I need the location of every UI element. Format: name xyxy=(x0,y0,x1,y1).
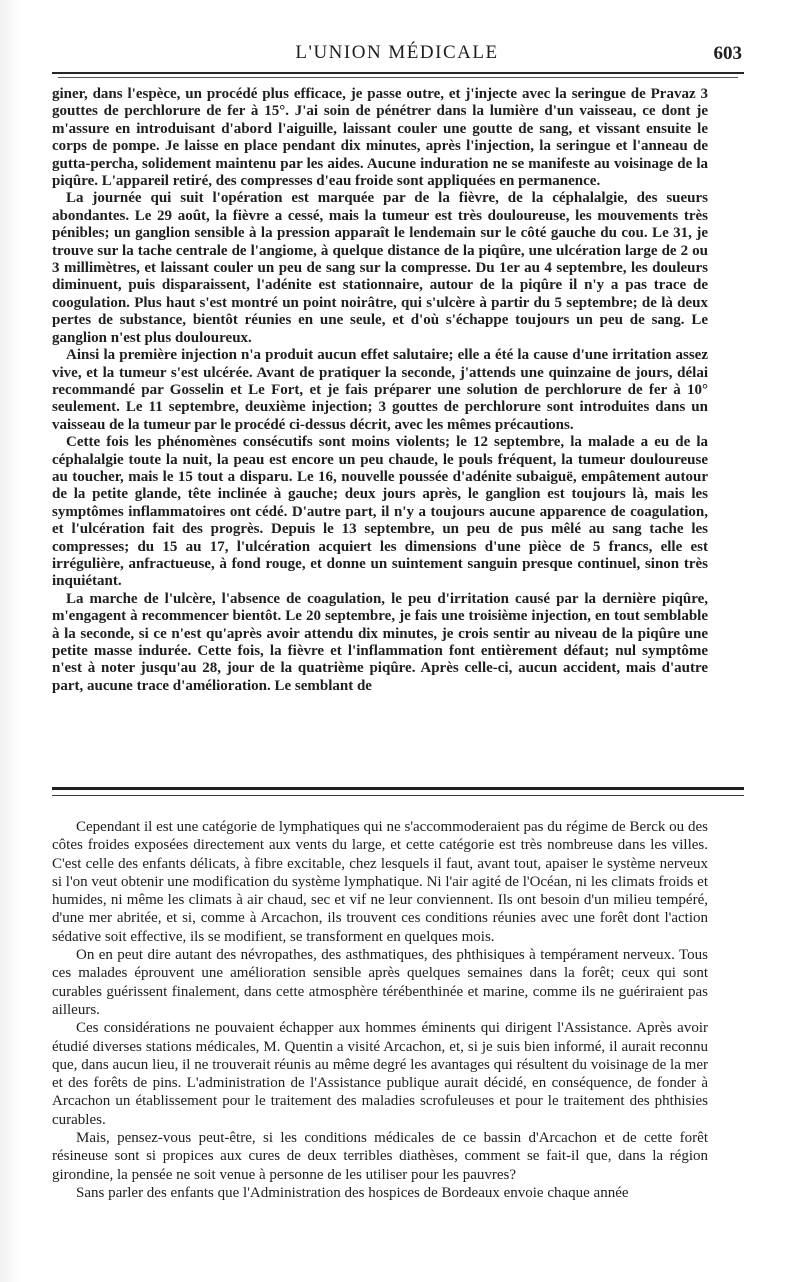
paragraph: On en peut dire autant des névropathes, des asthmatiques, des phthisiques à tempérament nerveux. Tous ces malades éprouvent une amélioration sensible après quelques semaines dans la forêt; ceux qui sont curables guérissent finalement, dans cette atmosphère térébenthinée et marine, comme ils ne guériraient pas ailleurs. xyxy=(52,947,708,1018)
feuilleton-text xyxy=(52,818,708,1202)
paragraph: La marche de l'ulcère, l'absence de coagulation, le peu d'irritation causé par la dernière piqûre, m'engagent à recommencer bientôt. Le 20 septembre, je fais une troisième injection, en tout semblable à la seconde, si ce n'est qu'après avoir attendu dix minutes, je crois sentir au niveau de la piqûre une petite masse indurée. Cette fois, la fièvre et l'inflammation font entièrement défaut; nul symptôme n'est à noter jusqu'au 28, jour de la quatrième piqûre. Après celle-ci, aucun accident, mais d'autre part, aucune trace d'amélioration. Le semblant de xyxy=(52,590,708,694)
header-rule xyxy=(52,72,744,74)
paragraph: Ainsi la première injection n'a produit aucun effet salutaire; elle a été la cause d'une irritation assez vive, et la tumeur s'est ulcérée. Avant de pratiquer la seconde, j'attends une quinzaine de jours, délai recommandé par Gosselin et Le Fort, et je fais préparer une solution de perchlorure de fer à 10° seulement. Le 11 septembre, deuxième injection; 3 gouttes de perchlorure sont introduites dans un vaisseau de la tumeur par le procédé ci-dessus décrit, avec les mêmes précautions. xyxy=(52,347,708,433)
paragraph: La journée qui suit l'opération est marquée par de la fièvre, de la céphalalgie, des sueurs abondantes. Le 29 août, la fièvre a cessé, mais la tumeur est très douloureuse, les mouvements très pénibles; un ganglion sensible à la pression apparaît le lendemain sur le côté gauche du cou. Le 31, je trouve sur la tache centrale de l'angiome, à quelque distance de la piqûre, une ulcération large de 2 ou 3 millimètres, et laissant couler un peu de sang sur la compresse. Du 1er au 4 septembre, les douleurs diminuent, puis disparaissent, l'adénite est stationnaire, autour de la piqûre il n'y a pas trace de coogulation. Plus haut s'est montré un point noirâtre, qui s'ulcère à partir du 5 septembre; de là deux pertes de substance, bientôt réunies en une seule, et d'où s'échappe toujours un peu de sang. Le ganglion n'est plus douloureux. xyxy=(52,190,708,346)
paragraph: Cette fois les phénomènes consécutifs sont moins violents; le 12 septembre, la malade a eu de la céphalalgie toute la nuit, la peau est encore un peu chaude, le pouls fréquent, la tumeur douloureuse au toucher, mais le 15 tout a disparu. Le 16, nouvelle poussée d'adénite subaiguë, empâtement autour de la petite glande, tête inclinée à gauche; deux jours après, le ganglion est toujours là, mais les symptômes inflammatoires ont cédé. D'autre part, il n'y a toujours aucune apparence de coagulation, et l'ulcération fait des progrès. Depuis le 13 septembre, un peu de pus mêlé au sang tache les compresses; du 15 au 17, l'ulcération acquiert les dimensions d'une pièce de 5 francs, elle est irrégulière, anfractueuse, à fond rouge, et donne un suintement sanguin presque continuel, sinon très inquiétant. xyxy=(52,434,708,590)
journal-title: L'UNION MÉDICALE xyxy=(295,42,499,63)
main-article-text xyxy=(52,86,708,695)
paragraph: Ces considérations ne pouvaient échapper aux hommes éminents qui dirigent l'Assistance. Après avoir étudié diverses stations médicales, M. Quentin a visité Arcachon, et, si je suis bien informé, il aurait reconnu que, dans aucun lieu, il ne trouverait réunis au même degré les avantages qui résultent du voisinage de la mer et des forêts de pins. L'administration de l'Assistance publique aurait décidé, en conséquence, de fonder à Arcachon un établissement pour le traitement des maladies scrofuleuses et pour le traitement des phthisies curables. xyxy=(52,1020,708,1128)
paragraph: Mais, pensez-vous peut-être, si les conditions médicales de ce bassin d'Arcachon et de cette forêt résineuse sont si propices aux cures de deux terribles diathèses, comment se fait-il que, dans la région girondine, la pensée ne soit venue à personne de les utiliser pour les pauvres? xyxy=(52,1130,708,1183)
paragraph: Cependant il est une catégorie de lymphatiques qui ne s'accommoderaient pas du régime de Berck ou des côtes froides exposées directement aux vents du large, et cette catégorie est très nombreuse dans les villes. C'est celle des enfants délicats, à fibre excitable, chez lesquels il faut, avant tout, apaiser le système nerveux si l'on veut obtenir une modification du système lymphatique. Ni l'air agité de l'Océan, ni les climats froids et humides, ni même les climats à air chaud, sec et vif ne leur conviennent. Ils ont besoin d'un milieu tempéré, d'une mer abritée, et si, comme à Arcachon, ils trouvent ces conditions réunies avec une forêt dont l'action sédative soit effective, ils se modifient, se transforment en quelques mois. xyxy=(52,819,708,945)
section-separator-thin xyxy=(52,795,744,796)
header-rule-thin xyxy=(58,77,738,78)
running-header xyxy=(52,42,742,72)
page-edge-shadow xyxy=(0,0,22,1282)
section-separator xyxy=(52,787,744,790)
paragraph: Sans parler des enfants que l'Administration des hospices de Bordeaux envoie chaque année xyxy=(76,1184,629,1201)
page-number: 603 xyxy=(713,43,742,64)
paragraph: giner, dans l'espèce, un procédé plus efficace, je passe outre, et j'injecte avec la seringue de Pravaz 3 gouttes de perchlorure de fer à 15°. J'ai soin de pénétrer dans la lumière d'un vaisseau, ce dont je m'assure en introduisant d'abord l'aiguille, laissant couler une goutte de sang, et vissant ensuite le corps de pompe. Je laisse en place pendant dix minutes, après l'injection, la seringue et l'anneau de gutta-percha, solidement maintenu par les aides. Aucune induration ne se manifeste au voisinage de la piqûre. L'appareil retiré, des compresses d'eau froide sont appliquées en permanence. xyxy=(52,86,708,190)
